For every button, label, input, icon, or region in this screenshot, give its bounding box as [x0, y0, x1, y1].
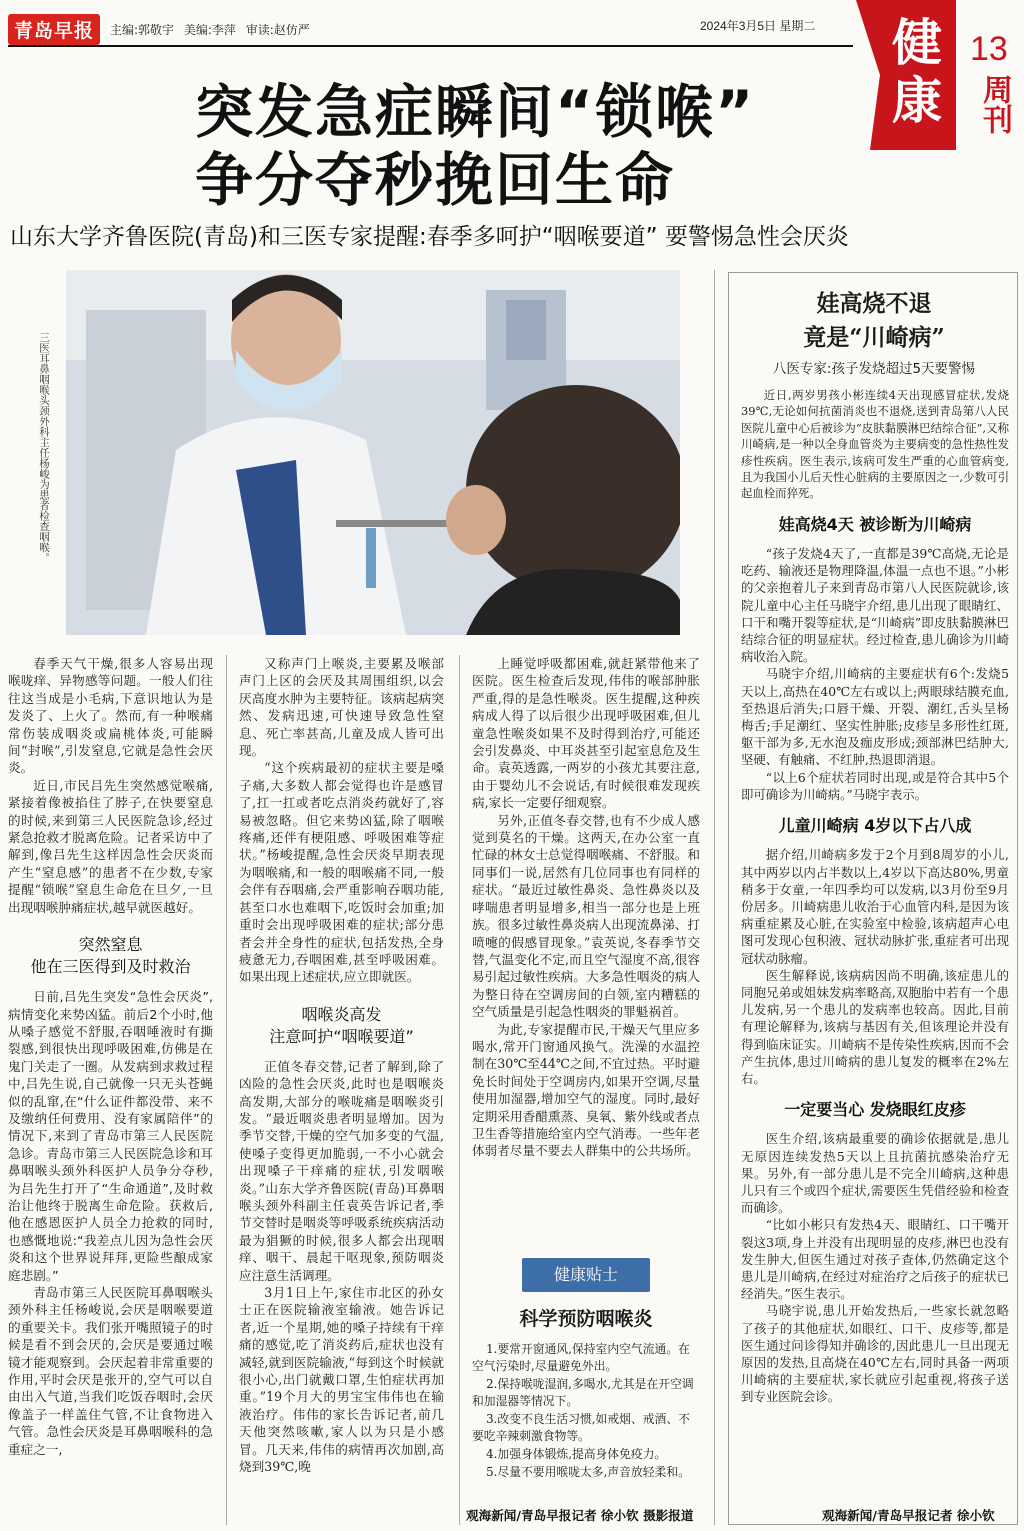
paragraph: 据介绍,川崎病多发于2个月到8周岁的小儿,其中两岁以内占半数以上,4岁以下高达80%,男童稍多于女童,一年四季均可以发病,以3月份至9月份居多。川崎病患儿收治于心血管内科,是因为该病重症累及心脏,在实验室中检验,该病超声心电图可发现心包积液、冠状动脉扩张,重症者可出现冠状动脉瘤。	[741, 847, 1009, 966]
sidebar-title	[729, 287, 1019, 355]
article-column-2	[239, 655, 444, 1475]
section-2-title	[239, 1004, 444, 1048]
masthead	[8, 12, 316, 46]
tip-item: 1.要常开窗通风,保持室内空气流通。在空气污染时,尽量避免外出。	[472, 1342, 690, 1373]
proofreader-credit: 审读:赵仿严	[245, 22, 310, 37]
paragraph: “以上6个症状若同时出现,或是符合其中5个即可确诊为川崎病。”马晓宇表示。	[741, 769, 1009, 802]
intro-paragraph-2: 近日,市民吕先生突然感觉喉痛,紧接着像被掐住了脖子,在快要窒息的时候,来到第三人民医院急诊,经过紧急抢救才脱离危险。记者采访中了解到,像吕先生这样因急性会厌炎而产生“窒息感”的患者不在少数,专家提醒“锁喉”窒息生命危在旦夕,一旦出现咽喉肿痛症状,越早就医越好。	[8, 777, 213, 915]
paragraph: 马晓宇说,患儿开始发热后,一些家长就忽略了孩子的其他症状,如眼红、口干、皮疹等,都是医生通过问诊得知并确诊的,因此患儿一旦出现无原因的发热,且高烧在40℃左右,同时具备一两项川崎病的主要症状,家长就应引起重视,将孩子送到专业医院会诊。	[741, 1303, 1009, 1405]
headline-line-2: 争分夺秒挽回生命	[195, 146, 676, 214]
tip-item: 4.加强身体锻炼,提高身体免疫力。	[486, 1447, 667, 1461]
section-1-title-line-1: 突然窒息	[78, 935, 143, 955]
designer-credit: 美编:李萍	[183, 22, 236, 37]
headline-line-1: 突发急症瞬间“锁喉”	[195, 78, 756, 146]
tip-item: 3.改变不良生活习惯,如戒烟、戒酒、不要吃辛辣刺激食物等。	[472, 1412, 690, 1443]
header-rule	[8, 45, 853, 47]
paragraph: 另外,正值冬春交替,也有不少成人感觉到莫名的干燥。这两天,在办公室一直忙碌的林女士总觉得咽喉痛、不舒服。和同事们一说,居然有几位同事也有同样的症状。“最近过敏性鼻炎、急性鼻炎以及哮喘患者明显增多,相当一部分也是上班族。很多过敏性鼻炎病人出现流鼻涕、打喷嚏的假感冒现象。”袁英说,冬春季节交替,气温变化不定,而且空气湿度不高,很容易引起过敏性疾病。大多急性咽炎的病人为整日待在空调房间的白领,室内糟糕的空气质量是引起急性咽炎的罪魁祸首。	[472, 812, 700, 1020]
sidebar-title-line-1: 娃高烧不退	[816, 290, 932, 317]
column-divider	[714, 270, 715, 1525]
section-2-title-line-2: 注意呵护“咽喉要道”	[269, 1026, 414, 1046]
sidebar-heading-1: 娃高烧4天 被诊断为川崎病	[778, 514, 972, 534]
issue-date: 2024年3月5日 星期二	[700, 19, 816, 33]
sidebar-subtitle: 八医专家:孩子发烧超过5天要警惕	[772, 361, 976, 377]
health-tip-list	[472, 1341, 700, 1481]
paragraph: 医生介绍,该病最重要的确诊依据就是,患儿无原因连续发热5天以上且抗菌抗感染治疗无果。另外,有一部分患儿是不完全川崎病,这种患儿只有三个或四个症状,需要医生凭借经验和检查而确诊。	[741, 1131, 1009, 1216]
weekly-label: 周刊	[977, 74, 1012, 134]
main-headline	[195, 78, 755, 214]
article-byline: 观海新闻/青岛早报记者 徐小钦 摄影报道	[466, 1508, 694, 1523]
doctor-examining-patient-photo	[66, 270, 680, 635]
sidebar-body	[741, 387, 1009, 1406]
paragraph: 正值冬春交替,记者了解到,除了凶险的急性会厌炎,此时也是咽喉炎高发期,大部分的喉咙痛是咽喉炎引发。“最近咽炎患者明显增加。因为季节交替,干燥的空气加多变的气温,使嗓子变得更加脆弱,一不小心就会出现嗓子干痒痛的症状,引发咽喉炎。”山东大学齐鲁医院(青岛)耳鼻咽喉头颈外科副主任袁英告诉记者,季节交替时是咽炎等呼吸系统疾病活动最为猖獗的时候,很多人都会出现咽痒、咽干、晨起干呕现象,预防咽炎应注意生活调理。	[239, 1058, 444, 1283]
section-flag	[856, 0, 1024, 150]
photo-caption: 三医耳鼻咽喉头颈外科主任杨峻为患者检查咽喉。	[38, 332, 50, 563]
section-1-title	[8, 934, 213, 978]
health-tip-title: 科学预防咽喉炎	[519, 1308, 653, 1330]
newspaper-logo: 青岛早报	[8, 14, 100, 45]
section-char-2: 康	[892, 71, 942, 130]
intro-paragraph: 春季天气干燥,很多人容易出现喉咙痒、异物感等问题。一般人们往往这当成是小毛病,下意识地认为是发炎了、上火了。然而,有一种喉痛常伤装成咽炎或扁桃体炎,可能瞬间“封喉”,引发窒息,它就是急性会厌炎。	[8, 656, 213, 776]
editor-credit: 主编:郭敬宇	[110, 22, 175, 37]
column-divider	[459, 655, 460, 1525]
paragraph: 上睡觉呼吸都困难,就赶紧带他来了医院。医生检查后发现,伟伟的喉部肿胀严重,得的是急性喉炎。医生提醒,这种疾病成人得了以后很少出现呼吸困难,但儿童急性喉炎如果不及时得到治疗,可能还会引发鼻炎、中耳炎甚至引起室息危及生命。袁英透露,一两岁的小孩尤其要注意,由于婴幼儿不会说话,有时候很难发现疾病,家长一定要仔细观察。	[472, 656, 700, 811]
article-column-1	[8, 655, 213, 1458]
paragraph: 马晓宇介绍,川崎病的主要症状有6个:发烧5天以上,高热在40℃左右或以上;两眼球结膜充血,至热退后消失;口唇干燥、开裂、潮红,舌头呈杨梅舌;手足潮红、坚实性肿胀;皮疹呈多形性红斑,躯干部为多,无水泡及痂皮形成;颈部淋巴结肿大,坚硬、有触痛、不红肿,热退即消退。	[741, 666, 1009, 768]
health-tip-box	[472, 1258, 700, 1482]
paragraph: 青岛市第三人民医院耳鼻咽喉头颈外科主任杨峻说,会厌是咽喉要道的重要关卡。我们张开嘴照镜子的时候是看不到会厌的,会厌是要通过喉镜才能观察到。会厌起着非常重要的作用,平时会厌是张开的,空气可以自由出入气道,当我们吃饭吞咽时,会厌像盖子一样盖住气管,不让食物进入气管。急性会厌炎是耳鼻咽喉科的急重症之一,	[8, 1285, 213, 1457]
paragraph: 又称声门上喉炎,主要累及喉部声门上区的会厌及其周围组织,以会厌高度水肿为主要特征。该病起病突然、发病迅速,可快速导致急性窒息、死亡率甚高,儿童及成人皆可出现。	[239, 656, 444, 759]
page-number: 13	[970, 30, 1008, 68]
tip-item: 5.尽量不要用喉咙太多,声音放轻柔和。	[486, 1465, 690, 1479]
photo-illustration	[66, 270, 680, 635]
tip-item: 2.保持喉咙湿润,多喝水,尤其是在开空调和加湿器等情况下。	[472, 1377, 694, 1408]
staff-credits	[110, 21, 316, 38]
sidebar-heading-3: 一定要当心 发烧眼红皮疹	[784, 1100, 966, 1120]
paragraph: 医生解释说,该病病因尚不明确,该症患儿的同胞兄弟或姐妹发病率略高,双胞胎中若有一个患儿发病,另一个患儿的发病率也较高。因此,目前有理论解释为,该病与基因有关,但该理论并没有得到临床证实。川崎病不是传染性疾病,因而不会产生抗体,患过川崎病的患儿复发的概率在2%左右。	[741, 967, 1009, 1086]
health-tip-tag: 健康贴士	[522, 1258, 650, 1292]
paragraph: 为此,专家提醒市民,干燥天气里应多喝水,常开门窗通风换气。洗澡的水温控制在30℃至44℃之间,不宜过热。平时避免长时间处于空调房内,如果开空调,尽量使用加湿器,增加空气的湿度。同时,最好定期采用香醋熏蒸、臭氧、紫外线或者点卫生香等措施给室内空气消毒。一些年老体弱者尽量不要去人群集中的公共场所。	[472, 1021, 700, 1159]
paragraph: 日前,吕先生突发“急性会厌炎”,病情变化来势凶猛。前后2个小时,他从嗓子感觉不舒服,吞咽唾液时有撕裂感,到很快出现呼吸困难,仿佛是在鬼门关走了一圈。从发病到求救过程中,吕先生说,自己就像一只无头苍蝇似的乱窜,在“什么证件都没带、来不及缴纳任何费用、没有家属陪伴”的情况下,来到了青岛市第三人民医院急诊。青岛市第三人民医院急诊和耳鼻咽喉头颈外科医护人员争分夺秒,为吕先生打开了“生命通道”,及时救治让他终于脱离生命危险。获救后,他在感恩医护人员全力抢救的同时,也感慨地说:“我差点儿因为急性会厌炎和这个世界说拜拜,更险些酿成家庭悲剧。”	[8, 989, 213, 1283]
paragraph: “孩子发烧4天了,一直都是39℃高烧,无论是吃药、输液还是物理降温,体温一点也不退。”小彬的父亲抱着儿子来到青岛市第八人民医院就诊,该院儿童中心主任马晓宇介绍,患儿出现了眼睛红、口干和嘴开裂等症状,是“川崎病”即皮肤黏膜淋巴结综合征的明显症状。经过检查,患儿确诊为川崎病收治入院。	[741, 546, 1009, 665]
subheadline: 山东大学齐鲁医院(青岛)和三医专家提醒:春季多呵护“咽喉要道” 要警惕急性会厌炎	[10, 224, 849, 250]
section-char-1: 健	[892, 13, 942, 72]
sidebar-title-line-2: 竟是“川崎病”	[803, 324, 945, 351]
column-divider	[226, 655, 227, 1525]
sidebar-byline: 观海新闻/青岛早报记者 徐小钦	[822, 1508, 995, 1523]
paragraph: 3月1日上午,家住市北区的孙女士正在医院输液室输液。她告诉记者,近一个星期,她的嗓子持续有干痒痛的感觉,吃了消炎药后,症状也没有减轻,就到医院输液,“每到这个时候就很小心,出门就戴口罩,生怕症状再加重。”19个月大的男宝宝伟伟也在输液治疗。伟伟的家长告诉记者,前几天他突然咳嗽,家人以为只是小感冒。几天来,伟伟的病情再次加剧,高烧到39℃,晚	[239, 1285, 444, 1475]
sidebar-lead: 近日,两岁男孩小彬连续4天出现感冒症状,发烧39℃,无论如何抗菌消炎也不退烧,送到青岛第八人民医院儿童中心后被诊为“皮肤黏膜淋巴结综合征”,又称川崎病,是一种以全身血管炎为主要病变的急性热性发疹性疾病。医生表示,该病可发生严重的心血管病变,且为我国小儿后天性心脏病的主要原因之一,少数可引起血栓而猝死。	[741, 388, 1009, 501]
sidebar-article	[728, 272, 1018, 1525]
section-2-title-line-1: 咽喉炎高发	[301, 1004, 382, 1024]
sidebar-heading-2: 儿童川崎病 4岁以下占八成	[778, 816, 972, 836]
section-1-title-line-2: 他在三医得到及时救治	[30, 957, 191, 977]
paragraph: “比如小彬只有发热4天、眼睛红、口干嘴开裂这3项,身上并没有出现明显的皮疹,淋巴也没有发生肿大,但医生通过对孩子查体,仍然确定这个患儿是川崎病,在经过对症治疗之后孩子的症状已经消失。”医生表示。	[741, 1217, 1009, 1302]
article-column-3	[472, 655, 700, 1160]
paragraph: “这个疾病最初的症状主要是嗓子痛,大多数人都会觉得也许是感冒了,扛一扛或者吃点消炎药就好了,容易被忽略。但它来势凶猛,除了咽喉疼痛,还伴有梗阻感、呼吸困难等症状。”杨峻提醒,急性会厌炎早期表现为咽喉痛,和一般的咽喉痛不同,一般会伴有吞咽痛,会严重影响吞咽功能,甚至口水也难咽下,吃饭时会加重;加重时会出现呼吸困难的症状;部分患者会并全身性的症状,包括发热,全身疲惫无力,吞咽困难,甚至呼吸困难。如果出现上述症状,应立即就医。	[239, 760, 444, 985]
